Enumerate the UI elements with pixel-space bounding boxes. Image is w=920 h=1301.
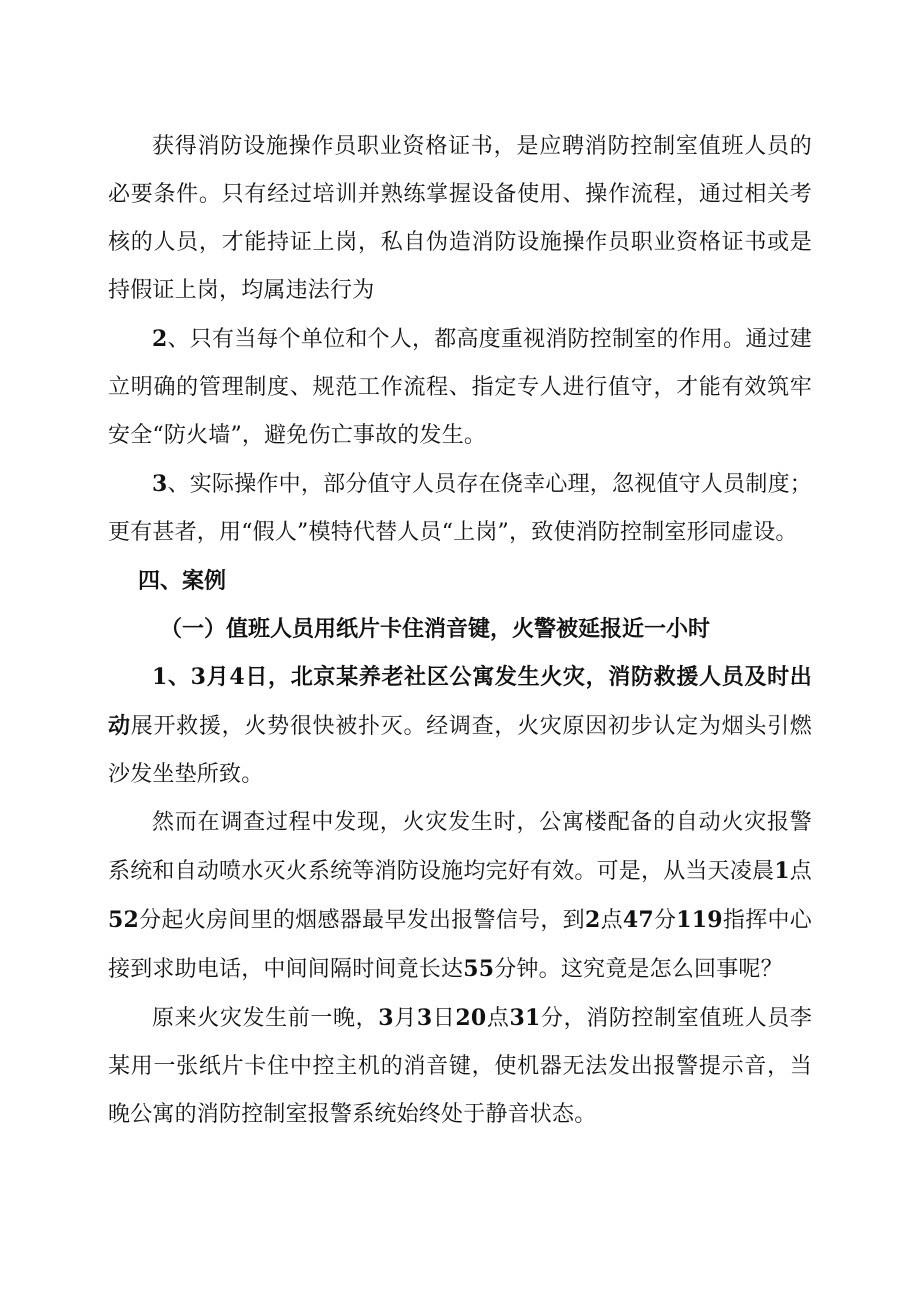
paragraph-investigation [108,799,812,994]
case-heading: （一）值班人员用纸片卡住消音键，火警被延报近一小时 [160,616,711,642]
paragraph-text: 获得消防设施操作员职业资格证书，是应聘消防控制室值班人员的必要条件。只有经过培训并熟练掌握设备使用、操作流程，通过相关考核的人员，才能持证上岗，私自伪造消防设施操作员职业资格证书或是持假证上岗，均属违法行为 [108,134,812,303]
text-run: 分 [653,908,677,933]
number-run: 47 [622,907,654,933]
case-lead-text: 1、3月4日，北京某养老社区公寓发生火灾，消防救援人员及时出动 [108,664,812,739]
number-run: 119 [676,907,723,933]
paragraph-point-2 [108,315,812,460]
text-run: 分钟。这究竟是怎么回事呢？ [494,957,783,982]
text-run: 点 [600,908,623,933]
paragraph-case-1 [108,653,812,799]
text-run: 分起火房间里的烟感器最早发出报警信号，到 [139,908,585,933]
paragraph-text: 、只有当每个单位和个人，都高度重视消防控制室的作用。通过建立明确的管理制度、规范工作流程、指定专人进行值守，才能有效筑牢安全“防火墙”，避免伤亡事故的发生。 [108,327,812,448]
text-run: 指挥中心接到求助电话，中间间隔时间竟长达 [108,908,812,982]
number-run: 1 [774,858,790,884]
number-run: 20 [455,1005,487,1031]
text-run: 点 [789,859,812,884]
text-run: 月 [393,1006,417,1031]
text-run: 日 [432,1006,456,1031]
text-run: 点 [486,1006,510,1031]
paragraph-text: 展开救援，火势很快被扑灭。经调查，火灾原因初步认定为烟头引燃沙发坐垫所致。 [108,714,812,787]
number-run: 52 [108,907,140,933]
section-heading: 四、案例 [138,568,227,594]
text-run: 分，消防控制室值班人员李某用一张纸片卡住中控主机的消音键，使机器无法发出报警提示音，当晚公寓的消防控制室报警系统始终处于静音状态。 [108,1006,813,1127]
list-number: 3 [152,471,168,497]
number-run: 3 [416,1005,433,1031]
text-run: 原来火灾发生前一晚， [152,1006,379,1031]
paragraph-certificate [108,123,812,315]
number-run: 3 [378,1005,394,1031]
paragraph-text: 、实际操作中，部分值守人员存在侥幸心理，忽视值守人员制度；更有甚者，用“假人”模特代替人员“上岗”，致使消防控制室形同虚设。 [108,472,812,545]
paragraph-cause [108,994,812,1139]
number-run: 31 [509,1005,541,1031]
number-run: 55 [463,956,495,982]
paragraph-point-3 [108,460,812,557]
list-number: 2 [152,326,168,352]
text-run: 然而在调查过程中发现，火灾发生时，公寓楼配备的自动火灾报警系统和自动喷水灭火系统等消防设施均完好有效。可是，从当天凌晨 [108,810,812,884]
number-run: 2 [584,907,601,933]
